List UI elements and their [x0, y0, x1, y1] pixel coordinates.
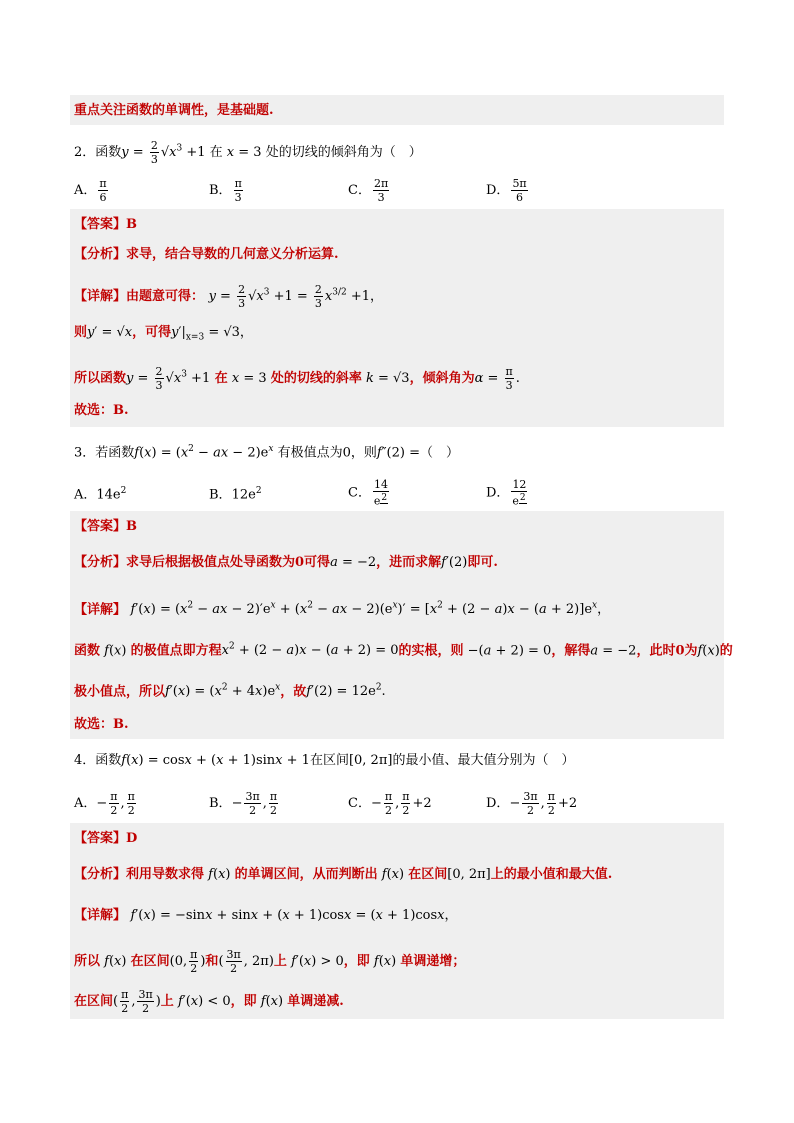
q3-answer: 【答案】B	[74, 519, 137, 534]
q2-stem: 2．函数y = $\frac{2}{3}$ $√x^3 +1$ 在 x = 3 处的切线的倾斜角为（ ）	[74, 139, 422, 166]
q2-stem-text-b: 在	[209, 145, 223, 160]
q4-option-a[interactable]: A．− $\frac{\pi}{2}$ , $\frac{\pi}{2}$	[74, 790, 135, 817]
q2-option-a[interactable]: A． $\frac{\pi}{6}$	[74, 177, 107, 204]
q3-stem: 3．若函数$f(x) = (x^2$ − ax − $2)e^x$ 有极值点为0，则f″(2) =（ ）	[74, 444, 459, 461]
q3-answer-band	[70, 511, 724, 739]
q2-option-b[interactable]: B． $\frac{\pi}{3}$	[209, 177, 242, 204]
q2-done: 故选：B.	[74, 403, 129, 418]
q3-done: 故选：B.	[74, 717, 129, 732]
q4-stem: 4．函数f(x) = cosx + (x + 1)sinx + 1在区间[0, 2π]的最小值、最大值分别为（ ）	[74, 753, 575, 768]
q2-stem-text: 2．函数	[74, 145, 122, 160]
q2-option-d[interactable]: D． $\frac{5\pi}{6}$	[486, 177, 527, 204]
q3-analysis: 【分析】求导后根据极值点处导函数为0可得a = −2，进而求解f′(2)即可.	[74, 555, 498, 570]
q4-option-b[interactable]: B．− $\frac{3\pi}{2}$ , $\frac{\pi}{2}$	[209, 790, 278, 817]
q3-option-c[interactable]: C． $\frac{14}{e^2}$	[348, 478, 388, 508]
q2-stem-text-c: 处的切线的倾斜角为（ ）	[265, 145, 422, 160]
q4-option-c[interactable]: C．− $\frac{\pi}{2}$ , $\frac{\pi}{2}$ +2	[348, 790, 432, 817]
q4-detail-3: 在区间( $\frac{\pi}{2}$ , $\frac{3\pi}{2}$ )上 f′(x) < 0，即 f(x) 单调递减.	[74, 988, 344, 1015]
q3-option-d[interactable]: D． $\frac{12}{e^2}$	[486, 478, 527, 508]
q4-detail-1: 【详解】 f′(x) = −sinx + sinx + (x + 1)cosx = (x + 1)cosx，	[74, 908, 458, 923]
q4-answer: 【答案】D	[74, 831, 138, 846]
q2-detail-3: 所以函数y = $\frac{2}{3}$ $√x^3 +1$ 在 x = 3 处的切线的斜率 k = √3，倾斜角为α = $\frac{\pi}{3}$ .	[74, 365, 520, 392]
intro-text: 重点关注函数的单调性，是基础题.	[74, 103, 274, 118]
q3-detail-2: 函数 f(x) 的极值点即方程$x^2 + (2 - a)x - (a + 2) = 0$的实根，则 −(a + 2) = 0，解得a = −2，此时0为f(x)的	[74, 642, 733, 659]
q3-detail-3: 极小值点，所以$f'(x) = (x^2 + 4x)e^x$，故$f'(2) = 12e^2$.	[74, 683, 386, 700]
q3-option-b[interactable]: B．$12e^2$	[209, 486, 262, 503]
q2-answer: 【答案】B	[74, 217, 137, 232]
q4-option-d[interactable]: D．− $\frac{3\pi}{2}$ , $\frac{\pi}{2}$ +2	[486, 790, 578, 817]
q2-analysis: 【分析】求导，结合导数的几何意义分析运算.	[74, 247, 339, 262]
q2-detail-1: 【详解】由题意可得： y = $\frac{2}{3}$ $√x^3 +1$ = $\frac{2}{3}$ $x^{3/2} +1$，	[74, 283, 384, 310]
q3-detail-1: 【详解】 $f'(x) = (x^2$ − ax − $2)'e^x + (x^2$ − ax − $2)(e^x)' = [x^2 + (2 - a)x - (a + 2)]e^x$，	[74, 601, 611, 618]
q2-answer-band	[70, 209, 724, 427]
q3-option-a[interactable]: A．$14e^2$	[74, 486, 127, 503]
q2-option-c[interactable]: C． $\frac{2\pi}{3}$	[348, 177, 389, 204]
q2-detail-2: 则y′ = √x，可得$y'|_{x=3} = √3$，	[74, 325, 253, 343]
q4-detail-2: 所以 f(x) 在区间(0, $\frac{\pi}{2}$ )和( $\frac{3\pi}{2}$ , 2π)上 f′(x) > 0，即 f(x) 单调递增；	[74, 948, 466, 975]
q4-analysis: 【分析】利用导数求得 f(x) 的单调区间，从而判断出 f(x) 在区间[0, 2π]上的最小值和最大值.	[74, 867, 613, 882]
